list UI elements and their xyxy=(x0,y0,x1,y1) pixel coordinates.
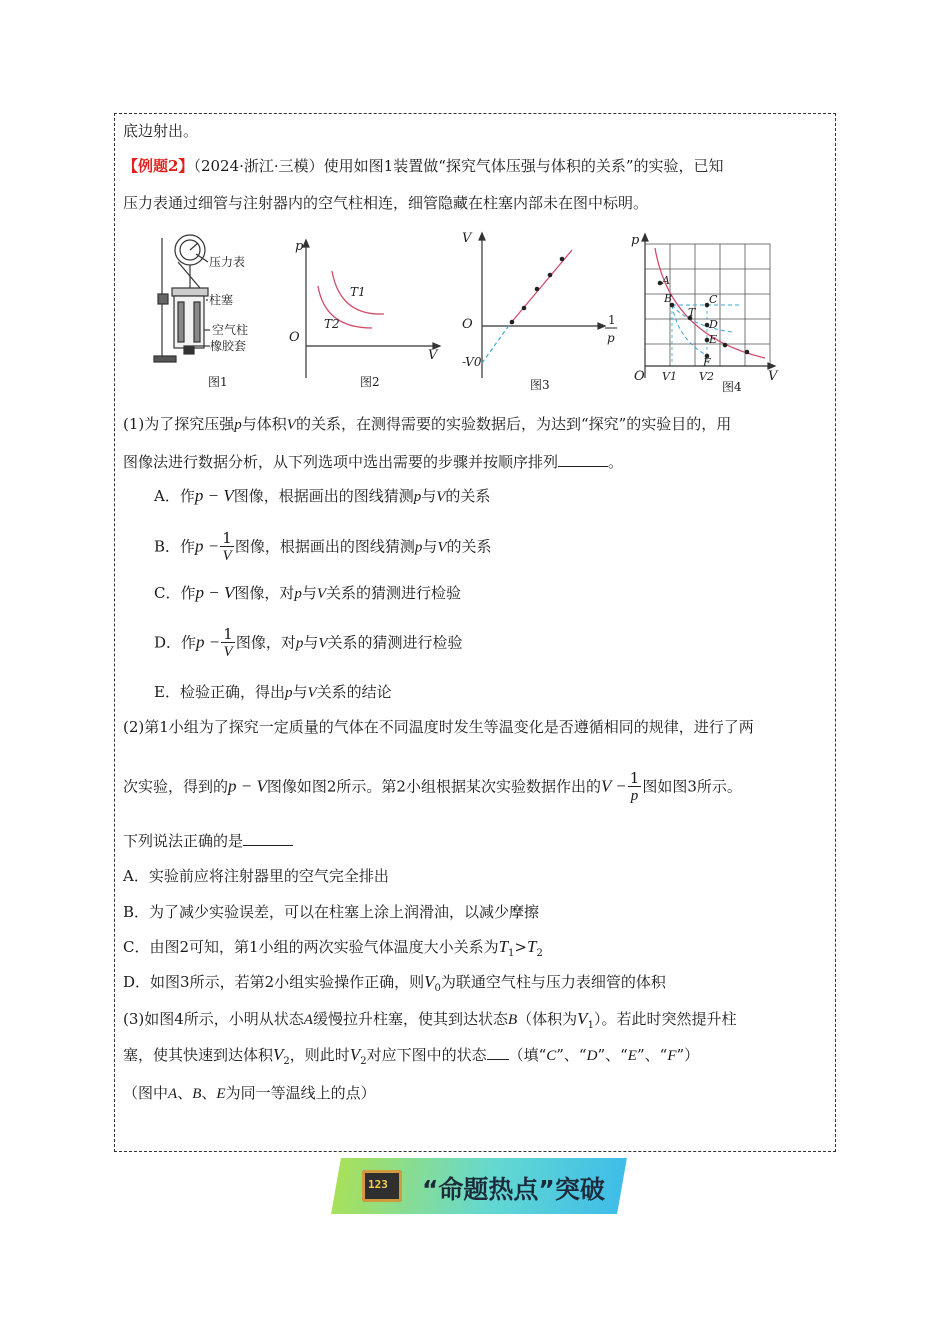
q1-b-fraction: $\frac{1}{V}$ xyxy=(222,529,232,564)
fig2-label-t1: T1 xyxy=(350,285,366,299)
q1-option-b[interactable]: B．作p − $\frac{1}{V}$ 图像，根据画出的图线猜测p与V的关系 xyxy=(154,529,492,564)
fig1-label-gauge: 压力表 xyxy=(209,255,246,269)
fig4-point-t: T xyxy=(688,306,696,319)
q1-answer-blank[interactable] xyxy=(558,452,608,467)
q2-option-c[interactable]: C．由图2可知，第1小组的两次实验气体温度大小关系为$T_1>T_2$ xyxy=(123,937,543,959)
fig4-origin: O xyxy=(634,369,645,384)
fig4-point-e: E xyxy=(709,333,718,346)
example-line1 xyxy=(123,156,724,176)
intro-tail: 底边射出。 xyxy=(123,122,199,140)
fig3-axis-y: V xyxy=(462,231,472,246)
fig3-axis-x-num: 1 xyxy=(608,313,616,327)
fig1-label-rubbercap: 橡胶套 xyxy=(210,339,247,353)
figures-svg xyxy=(150,228,790,398)
fig2-axis-x: V xyxy=(428,348,438,363)
q1-d-fraction: $\frac{1}{V}$ xyxy=(223,625,233,660)
fig3-caption: 图3 xyxy=(530,378,550,392)
fig4-axis-y: p xyxy=(631,233,640,248)
fig1-label-aircolumn: 空气柱 xyxy=(212,323,249,337)
fig2-axes xyxy=(303,240,440,378)
q3-line2: 塞，使其快速到达体积$V_2$，则此时$V_2$对应下图中的状态 （填“C”、“D”、“E”、“F”） xyxy=(123,1045,700,1067)
example-tag: 【例题2】 xyxy=(123,157,194,175)
fig3-extrapolation xyxy=(482,324,510,363)
fig3-axis-x-den: p xyxy=(607,331,615,345)
q1-option-a[interactable]: A．作p − V图像，根据画出的图线猜测p与V的关系 xyxy=(154,486,491,505)
q1-option-d[interactable]: D．作p − $\frac{1}{V}$ 图像，对p与V关系的猜测进行检验 xyxy=(154,625,463,660)
fig3-intercept: -V0 xyxy=(462,355,482,369)
q3-line3: （图中A、B、E为同一等温线上的点） xyxy=(123,1084,376,1102)
q2-option-a[interactable]: A．实验前应将注射器里的空气完全排出 xyxy=(123,867,389,885)
fig4-axis-x: V xyxy=(768,369,778,384)
q1-stem-line1: (1)为了探究压强p与体积V的关系，在测得需要的实验数据后，为达到“探究”的实验目的，用 xyxy=(123,415,732,433)
fig1-caption: 图1 xyxy=(208,375,228,389)
q2-option-b[interactable]: B．为了减少实验误差，可以在柱塞上涂上润滑油，以减少摩擦 xyxy=(123,903,540,921)
q2-answer-blank[interactable] xyxy=(243,831,293,846)
blackboard-icon: 123 xyxy=(362,1170,402,1202)
example-line2: 压力表通过细管与注射器内的空气柱相连，细管隐藏在柱塞内部未在图中标明。 xyxy=(123,194,649,212)
q3-line1: (3)如图4所示，小明从状态A缓慢拉升柱塞，使其到达状态B（体积为$V_1$）。若此时突然提升柱 xyxy=(123,1009,737,1031)
fig4-caption: 图4 xyxy=(722,380,742,394)
fig1-label-plunger: 柱塞 xyxy=(209,293,234,307)
fig4-tick-v1: V1 xyxy=(662,370,677,383)
fig3-axes xyxy=(479,233,605,378)
q2-option-d[interactable]: D．如图3所示，若第2小组实验操作正确，则$V_0$为联通空气柱与压力表细管的体积 xyxy=(123,972,666,994)
section-banner xyxy=(336,1158,626,1214)
fig2-label-t2: T2 xyxy=(324,317,340,331)
q2-stem-line2: 次实验，得到的p − V图像如图2所示。第2小组根据某次实验数据作出的V − $\frac{1}{p}$ 图如图3所示。 xyxy=(123,769,742,804)
q2-stem-line3: 下列说法正确的是 xyxy=(123,831,293,851)
fig2-caption: 图2 xyxy=(360,375,380,389)
q2-stem-line1: (2)第1小组为了探究一定质量的气体在不同温度时发生等温变化是否遵循相同的规律，进行了两 xyxy=(123,718,754,736)
banner-title: “命题热点”突破 xyxy=(422,1175,605,1204)
fig2-origin: O xyxy=(289,330,300,345)
q1-option-c[interactable]: C．作p − V图像，对p与V关系的猜测进行检验 xyxy=(154,583,462,602)
q2-fraction: $\frac{1}{p}$ xyxy=(629,769,640,804)
example-source: （2024·浙江·三模）使用如图1装置做“探究气体压强与体积的关系”的实验，已知 xyxy=(193,157,724,175)
q1-option-e[interactable]: E．检验正确，得出p与V关系的结论 xyxy=(154,683,392,701)
fig4-point-d: D xyxy=(709,318,718,331)
q1-stem-line2: 图像法进行数据分析，从下列选项中选出需要的步骤并按顺序排列 。 xyxy=(123,453,624,471)
fig2-axis-y: p xyxy=(295,239,304,254)
figure-row xyxy=(150,228,790,398)
fig4-point-b: B xyxy=(664,292,673,305)
fig4-point-c: C xyxy=(709,293,718,306)
fig1-apparatus xyxy=(154,235,210,362)
fig4-point-f: F xyxy=(703,356,711,369)
fig4-point-a: A xyxy=(662,274,670,287)
fig3-origin: O xyxy=(462,317,473,332)
q3-answer-blank[interactable] xyxy=(487,1045,509,1060)
fig4-tick-v2: V2 xyxy=(699,370,714,383)
